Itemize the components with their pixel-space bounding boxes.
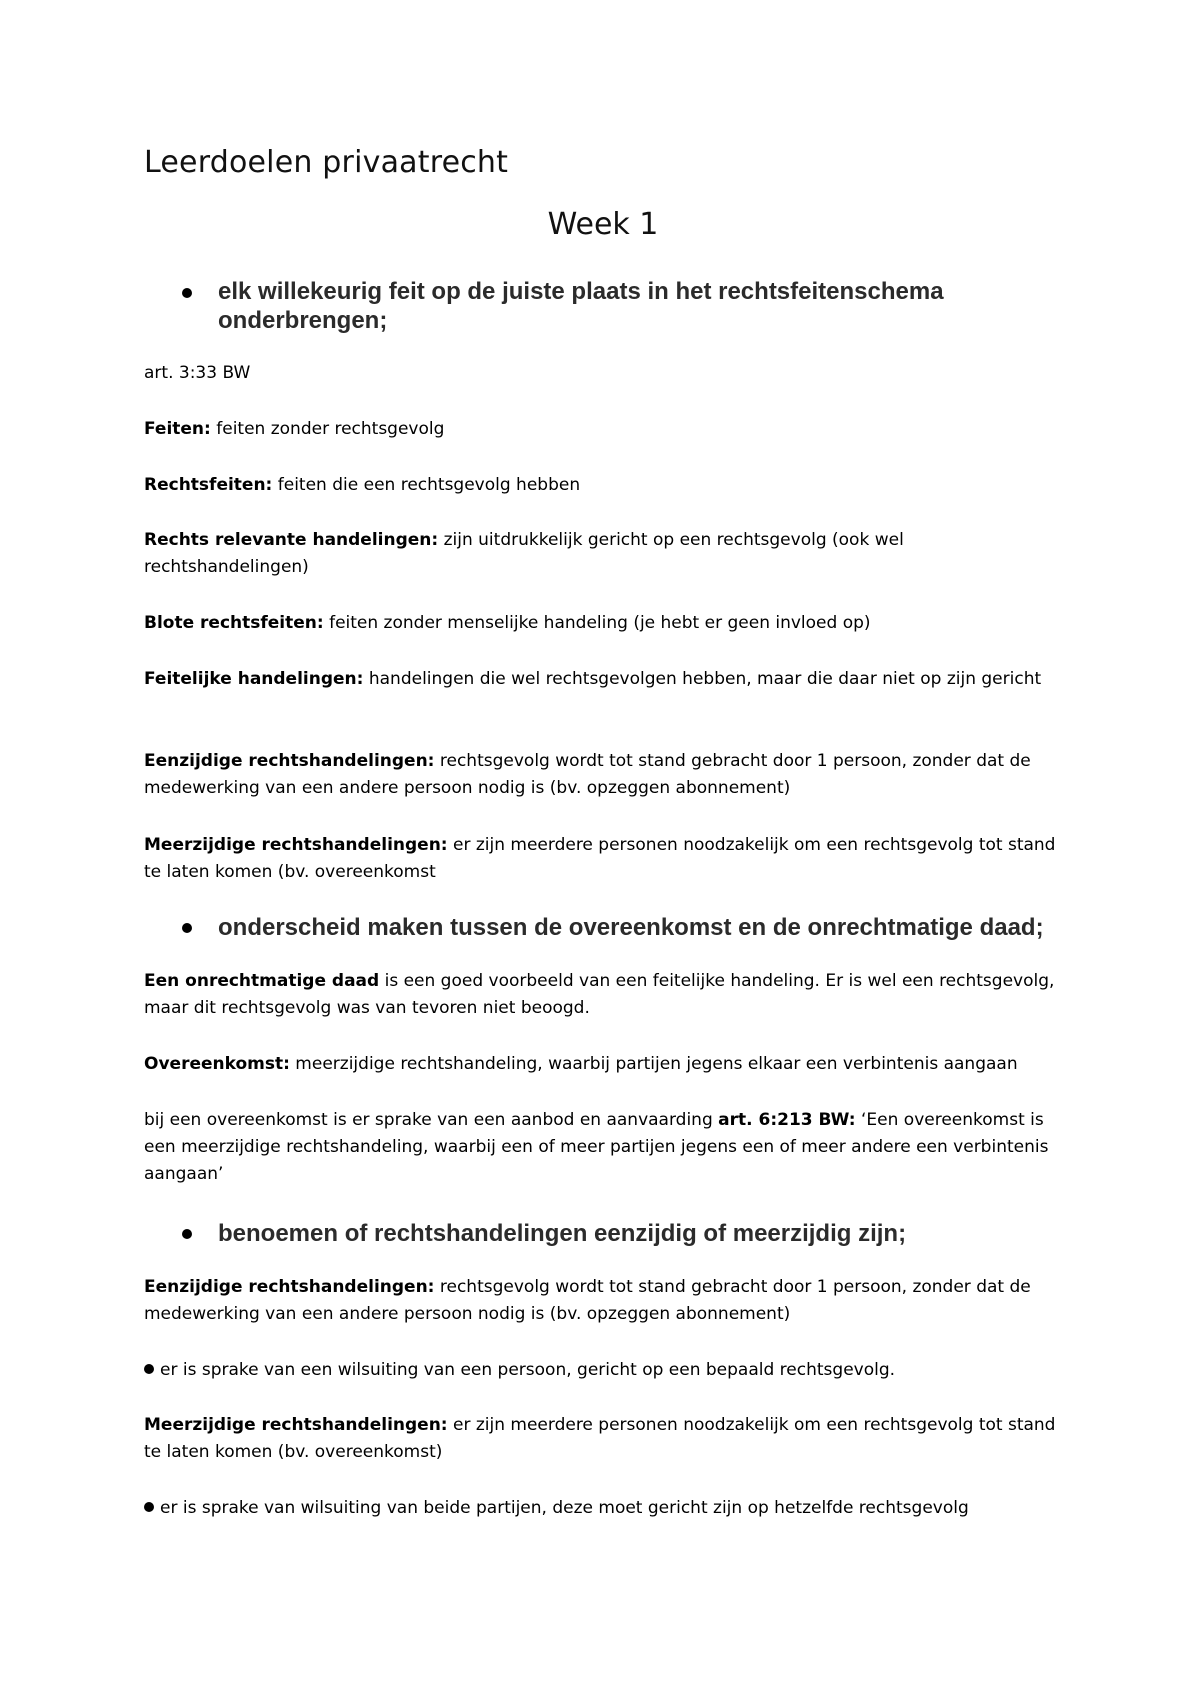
definition-paragraph (144, 666, 1064, 693)
definition-text: feiten zonder menselijke handeling (je hebt er geen invloed op) (323, 613, 871, 633)
body-text: er zijn meerdere personen noodzakelijk om een rechtsgevolg tot stand te laten komen (bv. overeenkomst) (144, 1415, 1056, 1462)
definition-term: Eenzijdige rechtshandelingen: (144, 751, 435, 771)
definition-text: rechtsgevolg wordt tot stand gebracht door 1 persoon, zonder dat de medewerking van een andere persoon nodig is (bv. opzeggen abonnement) (144, 751, 1031, 798)
definition-text: handelingen die wel rechtsgevolgen hebben, maar die daar niet op zijn gericht (363, 669, 1042, 689)
body-text: is een goed voorbeeld van een feitelijke handeling. Er is wel een rechtsgevolg, maar dit rechtsgevolg was van tevoren niet beoogd. (144, 971, 1055, 1018)
bullet-paragraph (144, 1357, 1064, 1384)
body-text: er is sprake van wilsuiting van beide partijen, deze moet gericht zijn op hetzelfde rechtsgevolg (160, 1498, 969, 1518)
article-reference: art. 3:33 BW (144, 363, 251, 383)
body-text: bij een overeenkomst is er sprake van een aanbod en aanvaarding (144, 1110, 719, 1130)
definition-paragraph (144, 610, 1064, 637)
section-heading-1: elk willekeurig feit op de juiste plaats in het rechtsfeitenschema onderbrengen; (218, 278, 944, 334)
article-reference: art. 6:213 BW: (718, 1110, 856, 1130)
body-paragraph (144, 1274, 1064, 1328)
bullet-icon (144, 1364, 154, 1374)
body-paragraph (144, 1412, 1064, 1466)
definition-term: Overeenkomst: (144, 1054, 290, 1074)
document-title: Leerdoelen privaatrecht (144, 145, 509, 180)
bullet-icon (182, 923, 192, 933)
definition-term: Eenzijdige rechtshandelingen: (144, 1277, 435, 1297)
bullet-icon (182, 288, 192, 298)
definition-term: Meerzijdige rechtshandelingen: (144, 1415, 448, 1435)
definition-paragraph (144, 527, 1064, 581)
bullet-paragraph (144, 1495, 1064, 1522)
definition-term: Feitelijke handelingen: (144, 669, 364, 689)
section-heading-3: benoemen of rechtshandelingen eenzijdig of meerzijdig zijn; (218, 1220, 907, 1247)
definition-paragraph (144, 748, 1064, 802)
definition-paragraph (144, 832, 1064, 886)
quote-text: ‘Een overeenkomst is een meerzijdige rechtshandeling, waarbij een of meer partijen jegens een of meer andere een verbintenis aangaan’ (144, 1110, 1049, 1184)
definition-text: feiten zonder rechtsgevolg (210, 419, 445, 439)
section-heading-2: onderscheid maken tussen de overeenkomst en de onrechtmatige daad; (218, 914, 1044, 941)
definition-term: Een onrechtmatige daad (144, 971, 380, 991)
document-subtitle: Week 1 (547, 207, 659, 242)
definition-term: Feiten: (144, 419, 211, 439)
definition-term: Meerzijdige rechtshandelingen: (144, 835, 448, 855)
definition-term: Blote rechtsfeiten: (144, 613, 324, 633)
body-paragraph (144, 1107, 1064, 1188)
definition-paragraph (144, 416, 1064, 443)
definition-text: er zijn meerdere personen noodzakelijk om een rechtsgevolg tot stand te laten komen (bv. overeenkomst (144, 835, 1056, 882)
definition-term: Rechts relevante handelingen: (144, 530, 439, 550)
definition-term: Rechtsfeiten: (144, 475, 273, 495)
body-paragraph (144, 968, 1064, 1022)
body-text: meerzijdige rechtshandeling, waarbij partijen jegens elkaar een verbintenis aangaan (289, 1054, 1018, 1074)
body-text: er is sprake van een wilsuiting van een persoon, gericht op een bepaald rechtsgevolg. (160, 1360, 896, 1380)
definition-paragraph (144, 472, 1064, 499)
definition-text: zijn uitdrukkelijk gericht op een rechtsgevolg (ook wel rechtshandelingen) (144, 530, 904, 577)
body-text: rechtsgevolg wordt tot stand gebracht door 1 persoon, zonder dat de medewerking van een andere persoon nodig is (bv. opzeggen abonnement) (144, 1277, 1031, 1324)
definition-text: feiten die een rechtsgevolg hebben (272, 475, 581, 495)
bullet-icon (144, 1502, 154, 1512)
body-paragraph (144, 1051, 1064, 1078)
bullet-icon (182, 1229, 192, 1239)
